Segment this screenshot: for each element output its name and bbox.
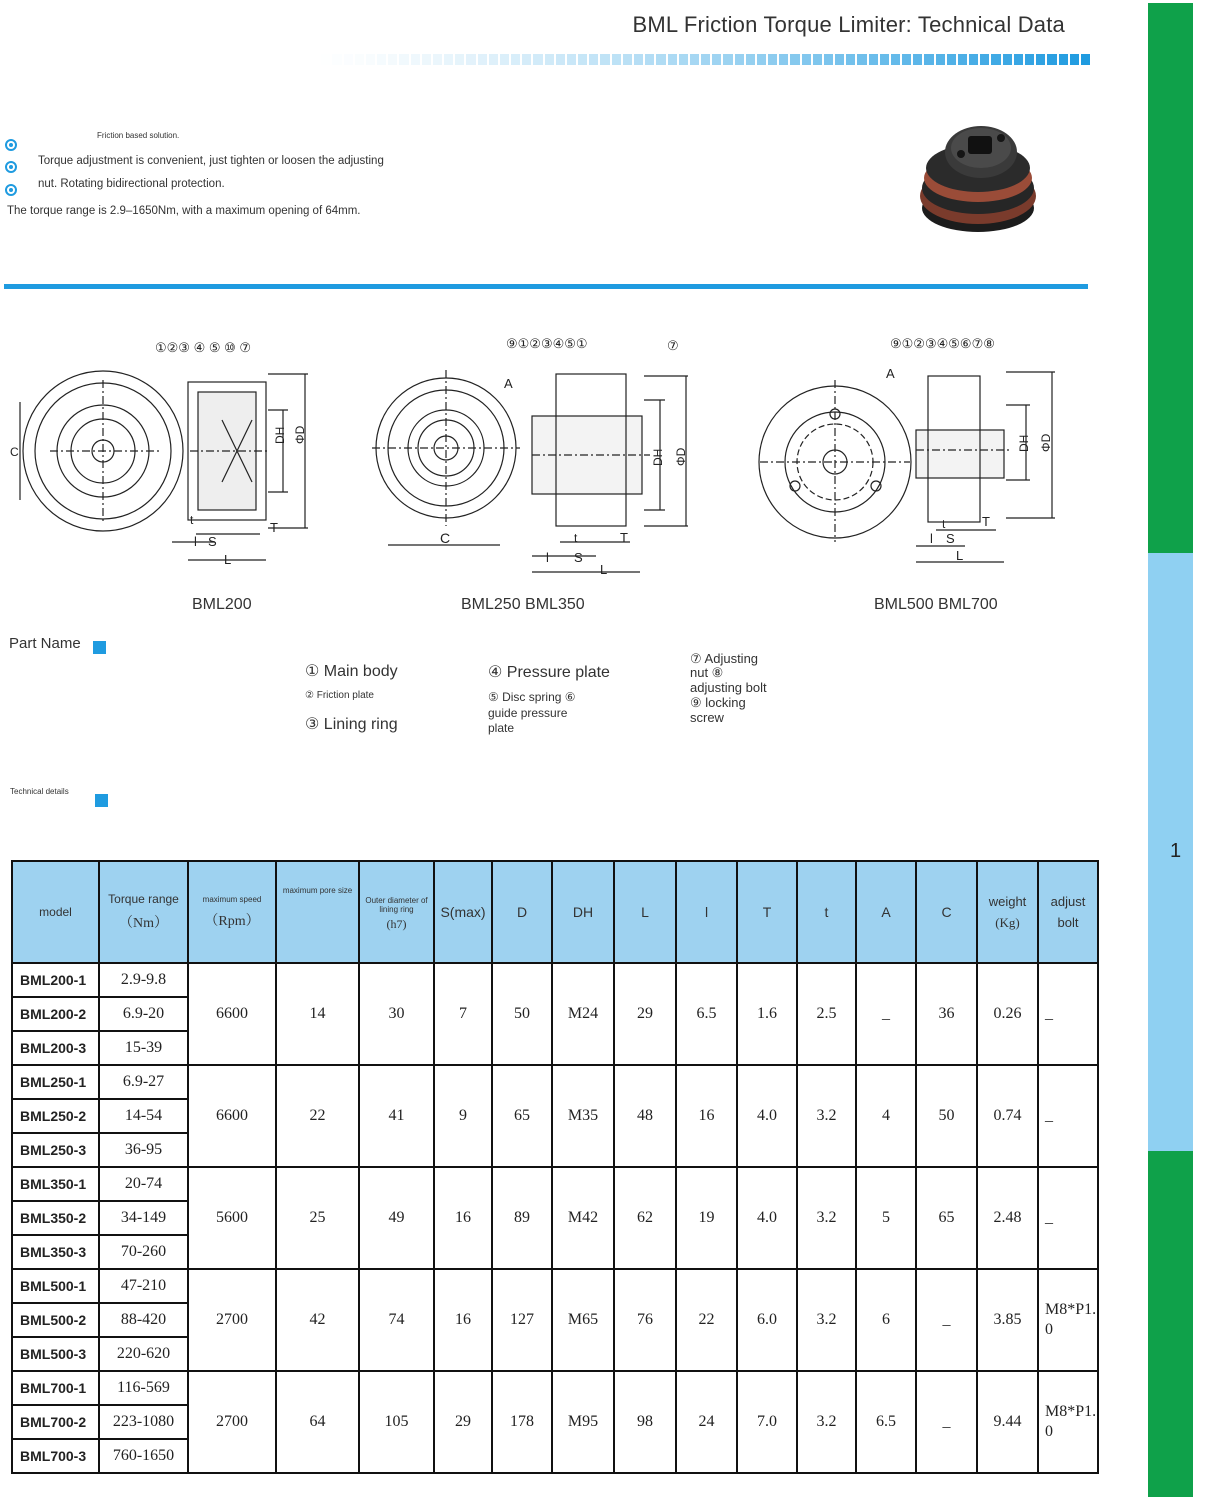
spec-cell-bolt: _ [1038,1065,1098,1167]
dot-bar-segment [355,54,364,65]
dot-bar-segment [924,54,933,65]
col-header: T [737,861,797,963]
dot-bar-segment [556,54,565,65]
dot-bar-segment [913,54,922,65]
technical-heading: Technical details [10,787,69,796]
dot-bar-segment [958,54,967,65]
dot-bar-segment [455,54,464,65]
model-cell: BML200-1 [12,963,99,997]
model-cell: BML200-2 [12,997,99,1031]
part-12: screw [690,710,724,725]
spec-cell-lining: 41 [359,1065,434,1167]
table-row [12,1167,1098,1201]
model-cell: BML200-3 [12,1031,99,1065]
dot-bar-segment [422,54,431,65]
spec-table-body [12,963,1098,1473]
dot-bar-segment [768,54,777,65]
spec-cell-c: _ [916,1269,977,1371]
spec-cell-s: 16 [434,1167,492,1269]
dot-bar-segment [1059,54,1068,65]
spec-cell-lining: 30 [359,963,434,1065]
model-cell: BML500-1 [12,1269,99,1303]
dot-bar-segment [936,54,945,65]
spec-cell-s: 7 [434,963,492,1065]
part-8: ⑦ Adjusting [690,651,759,666]
dot-bar-segment [869,54,878,65]
spec-cell-dh: M95 [552,1371,614,1473]
intro-line-3: nut. Rotating bidirectional protection. [38,178,225,190]
dot-bar-segment [344,54,353,65]
spec-cell-l: 6.5 [676,963,737,1065]
spec-cell-speed: 2700 [188,1371,276,1473]
dot-bar-segment [433,54,442,65]
dot-bar-segment [980,54,989,65]
spec-cell-l: 62 [614,1167,676,1269]
spec-cell-a: 5 [856,1167,916,1269]
svg-text:t: t [190,513,194,527]
bullet-icon [5,184,17,196]
dot-bar-segment [857,54,866,65]
spec-cell-t: 3.2 [797,1065,856,1167]
dot-bar-segment [1025,54,1034,65]
drawing-bml250-350 [360,330,700,585]
svg-text:t: t [574,531,578,545]
part-6: guide pressure [488,706,568,720]
drawing-1-caption: BML200 [192,596,252,613]
dot-bar-segment [399,54,408,65]
dot-bar-segment [545,54,554,65]
spec-cell-pore: 25 [276,1167,359,1269]
dot-bar-segment [533,54,542,65]
spec-cell-weight: 9.44 [977,1371,1038,1473]
dot-bar-segment [332,54,341,65]
table-row [12,1065,1098,1099]
intro-line-4: The torque range is 2.9–1650Nm, with a maximum opening of 64mm. [7,205,361,217]
spec-cell-t: 4.0 [737,1065,797,1167]
dot-bar-segment [880,54,889,65]
col-header: D [492,861,552,963]
torque-range-cell: 34-149 [99,1201,188,1235]
dot-bar-segment [1081,54,1090,65]
spec-cell-l: 16 [676,1065,737,1167]
dot-bar-segment [824,54,833,65]
col-header: maximum speed （Rpm） [188,861,276,963]
dot-bar-segment [735,54,744,65]
model-cell: BML700-1 [12,1371,99,1405]
torque-range-cell: 15-39 [99,1031,188,1065]
spec-cell-a: 4 [856,1065,916,1167]
spec-cell-t: 6.0 [737,1269,797,1371]
table-row [12,963,1098,997]
dot-bar-segment [511,54,520,65]
model-cell: BML500-2 [12,1303,99,1337]
dot-bar-segment [589,54,598,65]
drawing-2-caption: BML250 BML350 [461,596,585,613]
torque-range-cell: 223-1080 [99,1405,188,1439]
model-cell: BML500-3 [12,1337,99,1371]
table-row [12,1371,1098,1405]
dot-bar-segment [634,54,643,65]
drawing-3-caption: BML500 BML700 [874,596,998,613]
svg-text:L: L [600,562,608,577]
dot-bar-segment [612,54,621,65]
dot-bar-segment [1036,54,1045,65]
spec-cell-c: _ [916,1371,977,1473]
svg-text:⑦: ⑦ [667,338,679,353]
spec-cell-l: 24 [676,1371,737,1473]
dot-bar-segment [1047,54,1056,65]
col-header: t [797,861,856,963]
product-photo [915,112,1045,242]
torque-range-cell: 760-1650 [99,1439,188,1473]
spec-cell-d: 50 [492,963,552,1065]
svg-text:⑨①②③④⑤①: ⑨①②③④⑤① [506,336,588,351]
spec-cell-t: 2.5 [797,963,856,1065]
dot-bar-segment [701,54,710,65]
dot-bar-segment [600,54,609,65]
dot-bar-segment [377,54,386,65]
spec-cell-weight: 3.85 [977,1269,1038,1371]
svg-text:DH: DH [651,448,665,466]
spec-cell-dh: M24 [552,963,614,1065]
model-cell: BML350-1 [12,1167,99,1201]
spec-cell-c: 65 [916,1167,977,1269]
svg-text:l: l [546,550,549,565]
spec-cell-pore: 22 [276,1065,359,1167]
dot-bar-segment [802,54,811,65]
spec-cell-weight: 0.26 [977,963,1038,1065]
col-header: l [676,861,737,963]
part-4: ④ Pressure plate [488,664,610,681]
decorative-dot-bar [310,54,1090,65]
spec-cell-d: 89 [492,1167,552,1269]
svg-text:ΦD: ΦD [674,447,688,466]
dot-bar-segment [902,54,911,65]
dot-bar-segment [578,54,587,65]
col-header: model [12,861,99,963]
dot-bar-segment [723,54,732,65]
svg-text:L: L [956,548,964,563]
model-cell: BML250-3 [12,1133,99,1167]
dot-bar-segment [690,54,699,65]
bullet-icon [5,139,17,151]
dot-bar-segment [813,54,822,65]
intro-line-2: Torque adjustment is convenient, just tighten or loosen the adjusting [38,155,384,167]
spec-cell-s: 9 [434,1065,492,1167]
spec-cell-t: 3.2 [797,1371,856,1473]
side-bar-green-bottom [1148,1151,1193,1497]
part-name-heading: Part Name [9,635,81,652]
spec-table [11,860,1099,1474]
col-header: weight (Kg) [977,861,1038,963]
dot-bar-segment [567,54,576,65]
dot-bar-segment [991,54,1000,65]
page-title: BML Friction Torque Limiter: Technical Data [632,12,1065,37]
spec-cell-s: 29 [434,1371,492,1473]
dot-bar-segment [645,54,654,65]
col-header: L [614,861,676,963]
spec-cell-t: 3.2 [797,1167,856,1269]
spec-cell-l: 76 [614,1269,676,1371]
dot-bar-segment [388,54,397,65]
spec-cell-lining: 74 [359,1269,434,1371]
spec-cell-l: 22 [676,1269,737,1371]
model-cell: BML700-3 [12,1439,99,1473]
dot-bar-segment [746,54,755,65]
dot-bar-segment [846,54,855,65]
spec-cell-t: 1.6 [737,963,797,1065]
dot-bar-segment [712,54,721,65]
spec-cell-l: 19 [676,1167,737,1269]
dot-bar-segment [623,54,632,65]
part-11: ⑨ locking [690,695,746,710]
dot-bar-segment [835,54,844,65]
col-header: DH [552,861,614,963]
svg-text:T: T [620,530,628,545]
dot-bar-segment [489,54,498,65]
model-cell: BML250-2 [12,1099,99,1133]
dot-bar-segment [790,54,799,65]
torque-range-cell: 20-74 [99,1167,188,1201]
dot-bar-segment [1014,54,1023,65]
svg-text:⑨①②③④⑤⑥⑦⑧: ⑨①②③④⑤⑥⑦⑧ [890,336,995,351]
col-header: Torque range （Nm） [99,861,188,963]
dot-bar-segment [310,54,319,65]
part-5: ⑤ Disc spring ⑥ [488,690,576,704]
dot-bar-segment [321,54,330,65]
spec-cell-lining: 105 [359,1371,434,1473]
dot-bar-segment [668,54,677,65]
dot-bar-segment [947,54,956,65]
spec-cell-a: 6 [856,1269,916,1371]
dot-bar-segment [779,54,788,65]
svg-text:DH: DH [1017,434,1031,452]
spec-cell-speed: 5600 [188,1167,276,1269]
spec-cell-lining: 49 [359,1167,434,1269]
svg-text:l: l [930,531,933,546]
spec-cell-dh: M65 [552,1269,614,1371]
svg-text:C: C [440,530,451,546]
svg-text:l: l [194,534,197,549]
spec-cell-l: 48 [614,1065,676,1167]
drawing-bml500-700 [750,330,1070,575]
dot-bar-segment [891,54,900,65]
svg-text:A: A [886,366,895,381]
dot-bar-segment [478,54,487,65]
col-header: maximum pore size [276,861,359,963]
spec-cell-s: 16 [434,1269,492,1371]
spec-cell-weight: 2.48 [977,1167,1038,1269]
dot-bar-segment [444,54,453,65]
spec-cell-d: 127 [492,1269,552,1371]
dot-bar-segment [969,54,978,65]
spec-cell-d: 65 [492,1065,552,1167]
spec-cell-weight: 0.74 [977,1065,1038,1167]
spec-cell-pore: 64 [276,1371,359,1473]
page-number: 1 [1170,840,1182,862]
intro-line-1: Friction based solution. [97,131,180,140]
spec-cell-a: _ [856,963,916,1065]
svg-text:T: T [270,520,278,535]
spec-cell-pore: 14 [276,963,359,1065]
spec-cell-c: 36 [916,963,977,1065]
dot-bar-segment [1070,54,1079,65]
part-2: ② Friction plate [305,690,374,701]
side-bar-green-top [1148,3,1193,553]
torque-range-cell: 14-54 [99,1099,188,1133]
dot-bar-segment [411,54,420,65]
part-1: ① Main body [305,663,398,680]
spec-cell-bolt: M8*P1. 0 [1038,1371,1098,1473]
torque-range-cell: 2.9-9.8 [99,963,188,997]
col-header: adjust bolt [1038,861,1098,963]
heading-square-icon [95,794,108,807]
spec-cell-t: 3.2 [797,1269,856,1371]
svg-text:DH: DH [273,426,287,444]
dot-bar-segment [366,54,375,65]
torque-range-cell: 36-95 [99,1133,188,1167]
spec-cell-c: 50 [916,1065,977,1167]
spec-cell-l: 98 [614,1371,676,1473]
table-header-row [12,861,1098,963]
torque-range-cell: 6.9-27 [99,1065,188,1099]
dot-bar-segment [679,54,688,65]
part-9: nut ⑧ [690,665,724,680]
col-header: S(max) [434,861,492,963]
col-header: Outer diameter of lining ring (h7) [359,861,434,963]
part-7: plate [488,721,515,735]
svg-text:ΦD: ΦD [1039,433,1053,452]
svg-text:A: A [504,376,513,391]
spec-cell-speed: 2700 [188,1269,276,1371]
heading-square-icon [93,641,106,654]
torque-range-cell: 70-260 [99,1235,188,1269]
torque-range-cell: 220-620 [99,1337,188,1371]
dot-bar-segment [500,54,509,65]
svg-text:C: C [10,445,19,459]
spec-cell-bolt: M8*P1. 0 [1038,1269,1098,1371]
model-cell: BML250-1 [12,1065,99,1099]
part-3: ③ Lining ring [305,716,398,733]
section-divider [4,284,1088,289]
spec-cell-l: 29 [614,963,676,1065]
spec-cell-dh: M42 [552,1167,614,1269]
svg-text:L: L [224,552,232,567]
svg-text:①②③ ④ ⑤ ⑩ ⑦: ①②③ ④ ⑤ ⑩ ⑦ [155,340,252,355]
spec-cell-pore: 42 [276,1269,359,1371]
spec-cell-speed: 6600 [188,963,276,1065]
svg-text:ΦD: ΦD [293,425,307,444]
torque-range-cell: 88-420 [99,1303,188,1337]
spec-cell-t: 4.0 [737,1167,797,1269]
dot-bar-segment [1003,54,1012,65]
torque-range-cell: 47-210 [99,1269,188,1303]
spec-cell-a: 6.5 [856,1371,916,1473]
dot-bar-segment [757,54,766,65]
torque-range-cell: 6.9-20 [99,997,188,1031]
model-cell: BML350-2 [12,1201,99,1235]
col-header: A [856,861,916,963]
drawing-bml200 [0,330,320,580]
spec-cell-speed: 6600 [188,1065,276,1167]
spec-cell-bolt: _ [1038,963,1098,1065]
svg-text:t: t [942,517,946,531]
bullet-icon [5,161,17,173]
spec-cell-dh: M35 [552,1065,614,1167]
spec-cell-bolt: _ [1038,1167,1098,1269]
dot-bar-segment [522,54,531,65]
svg-text:S: S [208,534,217,549]
dot-bar-segment [656,54,665,65]
torque-range-cell: 116-569 [99,1371,188,1405]
spec-cell-d: 178 [492,1371,552,1473]
svg-text:S: S [574,550,583,565]
svg-text:T: T [982,514,990,529]
spec-cell-t: 7.0 [737,1371,797,1473]
model-cell: BML700-2 [12,1405,99,1439]
svg-text:S: S [946,531,955,546]
model-cell: BML350-3 [12,1235,99,1269]
col-header: C [916,861,977,963]
part-10: adjusting bolt [690,680,767,695]
dot-bar-segment [466,54,475,65]
table-row [12,1269,1098,1303]
